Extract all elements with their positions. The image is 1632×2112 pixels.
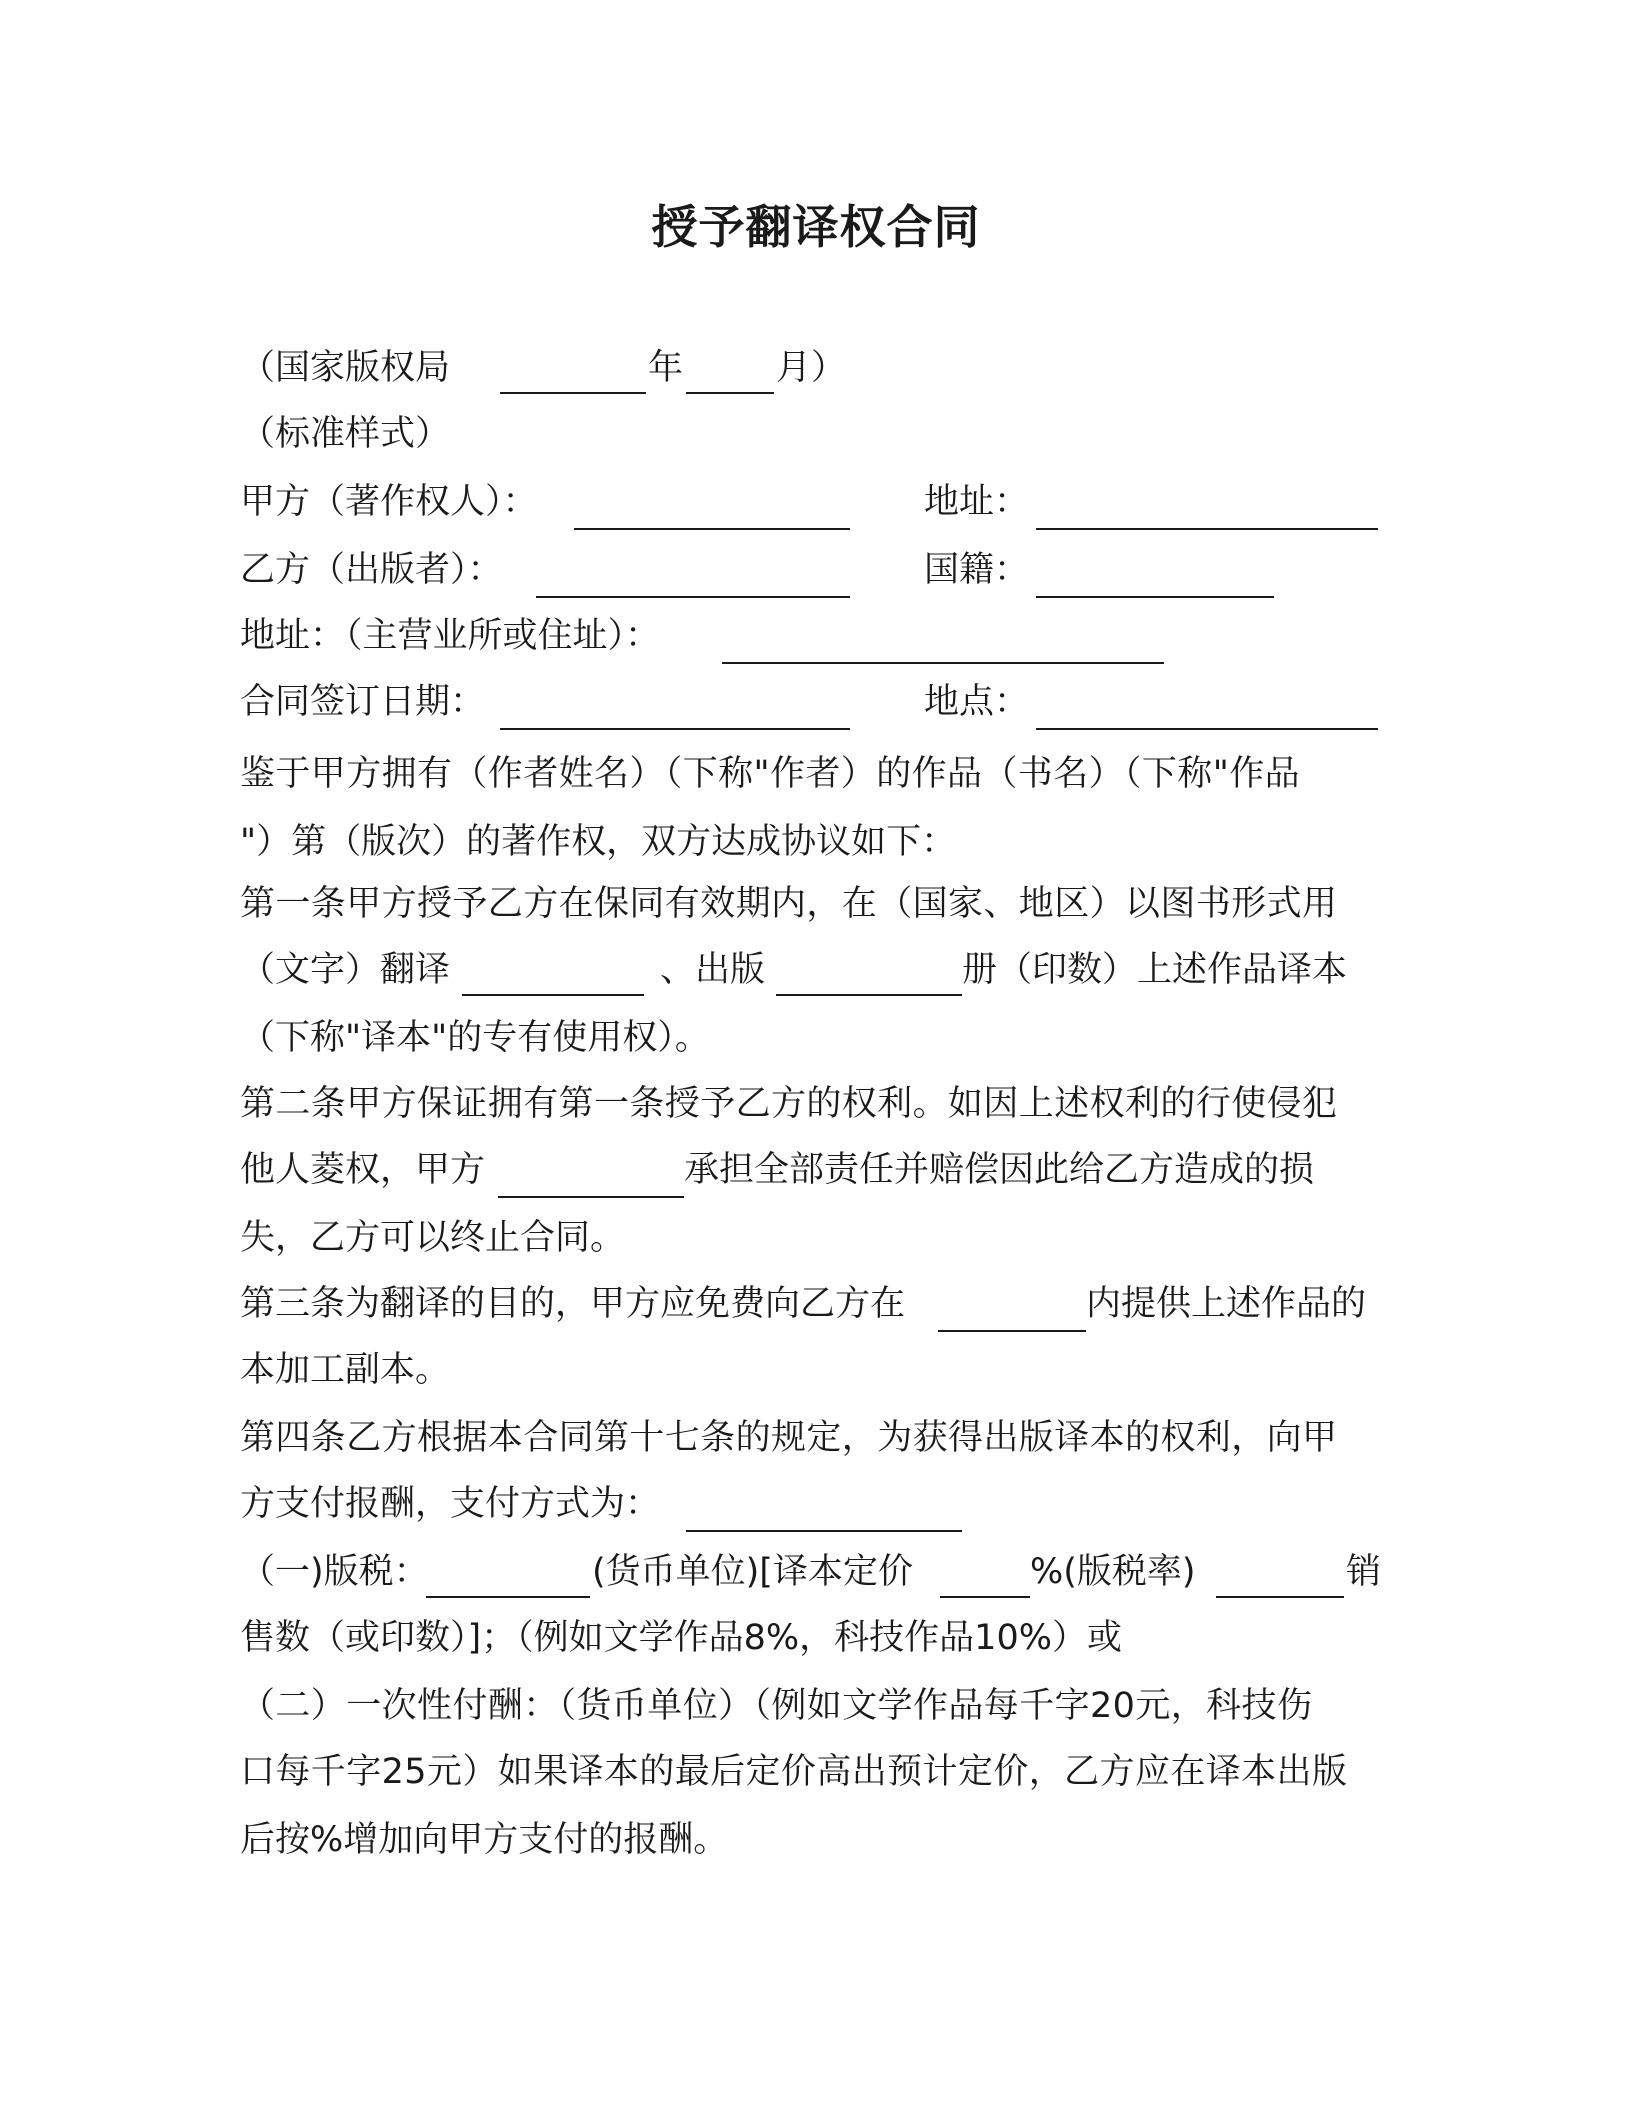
- year-blank: [500, 392, 646, 394]
- article-3-line-2: 本加工副本。: [240, 1350, 451, 1390]
- authority-label: （国家版权局: [240, 348, 451, 388]
- sign-date-blank: [500, 728, 850, 730]
- year-label: 年: [648, 348, 684, 388]
- print-quantity-blank: [776, 994, 962, 996]
- sign-date-label: 合同签订日期：: [240, 682, 486, 722]
- nationality-label: 国籍：: [924, 550, 1030, 590]
- address-b-blank: [722, 662, 1164, 664]
- article-2-line-2b: 承担全部责任并赔偿因此给乙方造成的损: [684, 1150, 1315, 1190]
- translate-blank: [462, 994, 644, 996]
- party-b-blank: [536, 596, 850, 598]
- intro-line-1: 鉴于甲方拥有（作者姓名）（下称"作者）的作品（书名）（下称"作品: [240, 754, 1300, 794]
- article-2-line-1: 第二条甲方保证拥有第一条授予乙方的权利。如因上述权利的行使侵犯: [240, 1084, 1338, 1124]
- month-blank: [686, 392, 774, 394]
- style-label: （标准样式）: [240, 414, 451, 454]
- place-label: 地点：: [924, 682, 1030, 722]
- article-4-line-1: 第四条乙方根据本合同第十七条的规定，为获得出版译本的权利，向甲: [240, 1418, 1338, 1458]
- royalty-rate-label: %(版税率): [1030, 1552, 1196, 1592]
- royalty-currency-label: (货币单位)[译本定价: [592, 1552, 913, 1592]
- royalty-blank: [426, 1596, 590, 1598]
- article-1-line-3: （下称"译本"的专有使用权）。: [240, 1018, 710, 1058]
- article-1-line-2b: 、出版: [660, 950, 766, 990]
- address-label: 地址：: [924, 482, 1030, 522]
- copy-period-blank: [938, 1330, 1086, 1332]
- party-a-label: 甲方（著作权人）：: [240, 482, 538, 522]
- royalty-sales-label: 销: [1346, 1552, 1382, 1592]
- royalty-rate-blank: [1216, 1596, 1344, 1598]
- address-blank: [1036, 528, 1378, 530]
- royalty-label: （一)版税：: [240, 1552, 429, 1592]
- article-1-line-1: 第一条甲方授予乙方在保同有效期内，在（国家、地区）以图书形式用: [240, 884, 1338, 924]
- article-1-line-2a: （文字）翻译: [240, 950, 451, 990]
- payment-method-blank: [686, 1530, 962, 1532]
- royalty-line-2: 售数（或印数）]；（例如文学作品8%，科技作品10%）或: [240, 1618, 1122, 1658]
- article-3-line-1a: 第三条为翻译的目的，甲方应免费向乙方在: [240, 1284, 906, 1324]
- article-2-line-2a: 他人菱权，甲方: [240, 1150, 486, 1190]
- intro-line-2: "）第（版次）的著作权，双方达成协议如下：: [240, 822, 957, 862]
- lump-sum-line-2: 口每千字25元）如果译本的最后定价高出预计定价，乙方应在译本出版: [240, 1752, 1348, 1792]
- royalty-price-blank: [940, 1596, 1030, 1598]
- liability-blank: [498, 1196, 684, 1198]
- party-a-blank: [574, 528, 850, 530]
- place-blank: [1036, 728, 1378, 730]
- article-1-line-2c: 册（印数）上述作品译本: [962, 950, 1348, 990]
- address-b-label: 地址：（主营业所或住址）：: [240, 616, 661, 656]
- party-b-label: 乙方（出版者）：: [240, 550, 503, 590]
- article-3-line-1b: 内提供上述作品的: [1086, 1284, 1367, 1324]
- article-4-line-2: 方支付报酬，支付方式为：: [240, 1484, 661, 1524]
- article-2-line-3: 失，乙方可以终止合同。: [240, 1218, 626, 1258]
- lump-sum-line-1: （二）一次性付酬：（货币单位）（例如文学作品每千字20元，科技伤: [240, 1686, 1313, 1726]
- document-title: 授予翻译权合同: [651, 200, 981, 254]
- lump-sum-line-3: 后按%增加向甲方支付的报酬。: [240, 1820, 729, 1860]
- month-label: 月）: [776, 348, 847, 388]
- nationality-blank: [1036, 596, 1274, 598]
